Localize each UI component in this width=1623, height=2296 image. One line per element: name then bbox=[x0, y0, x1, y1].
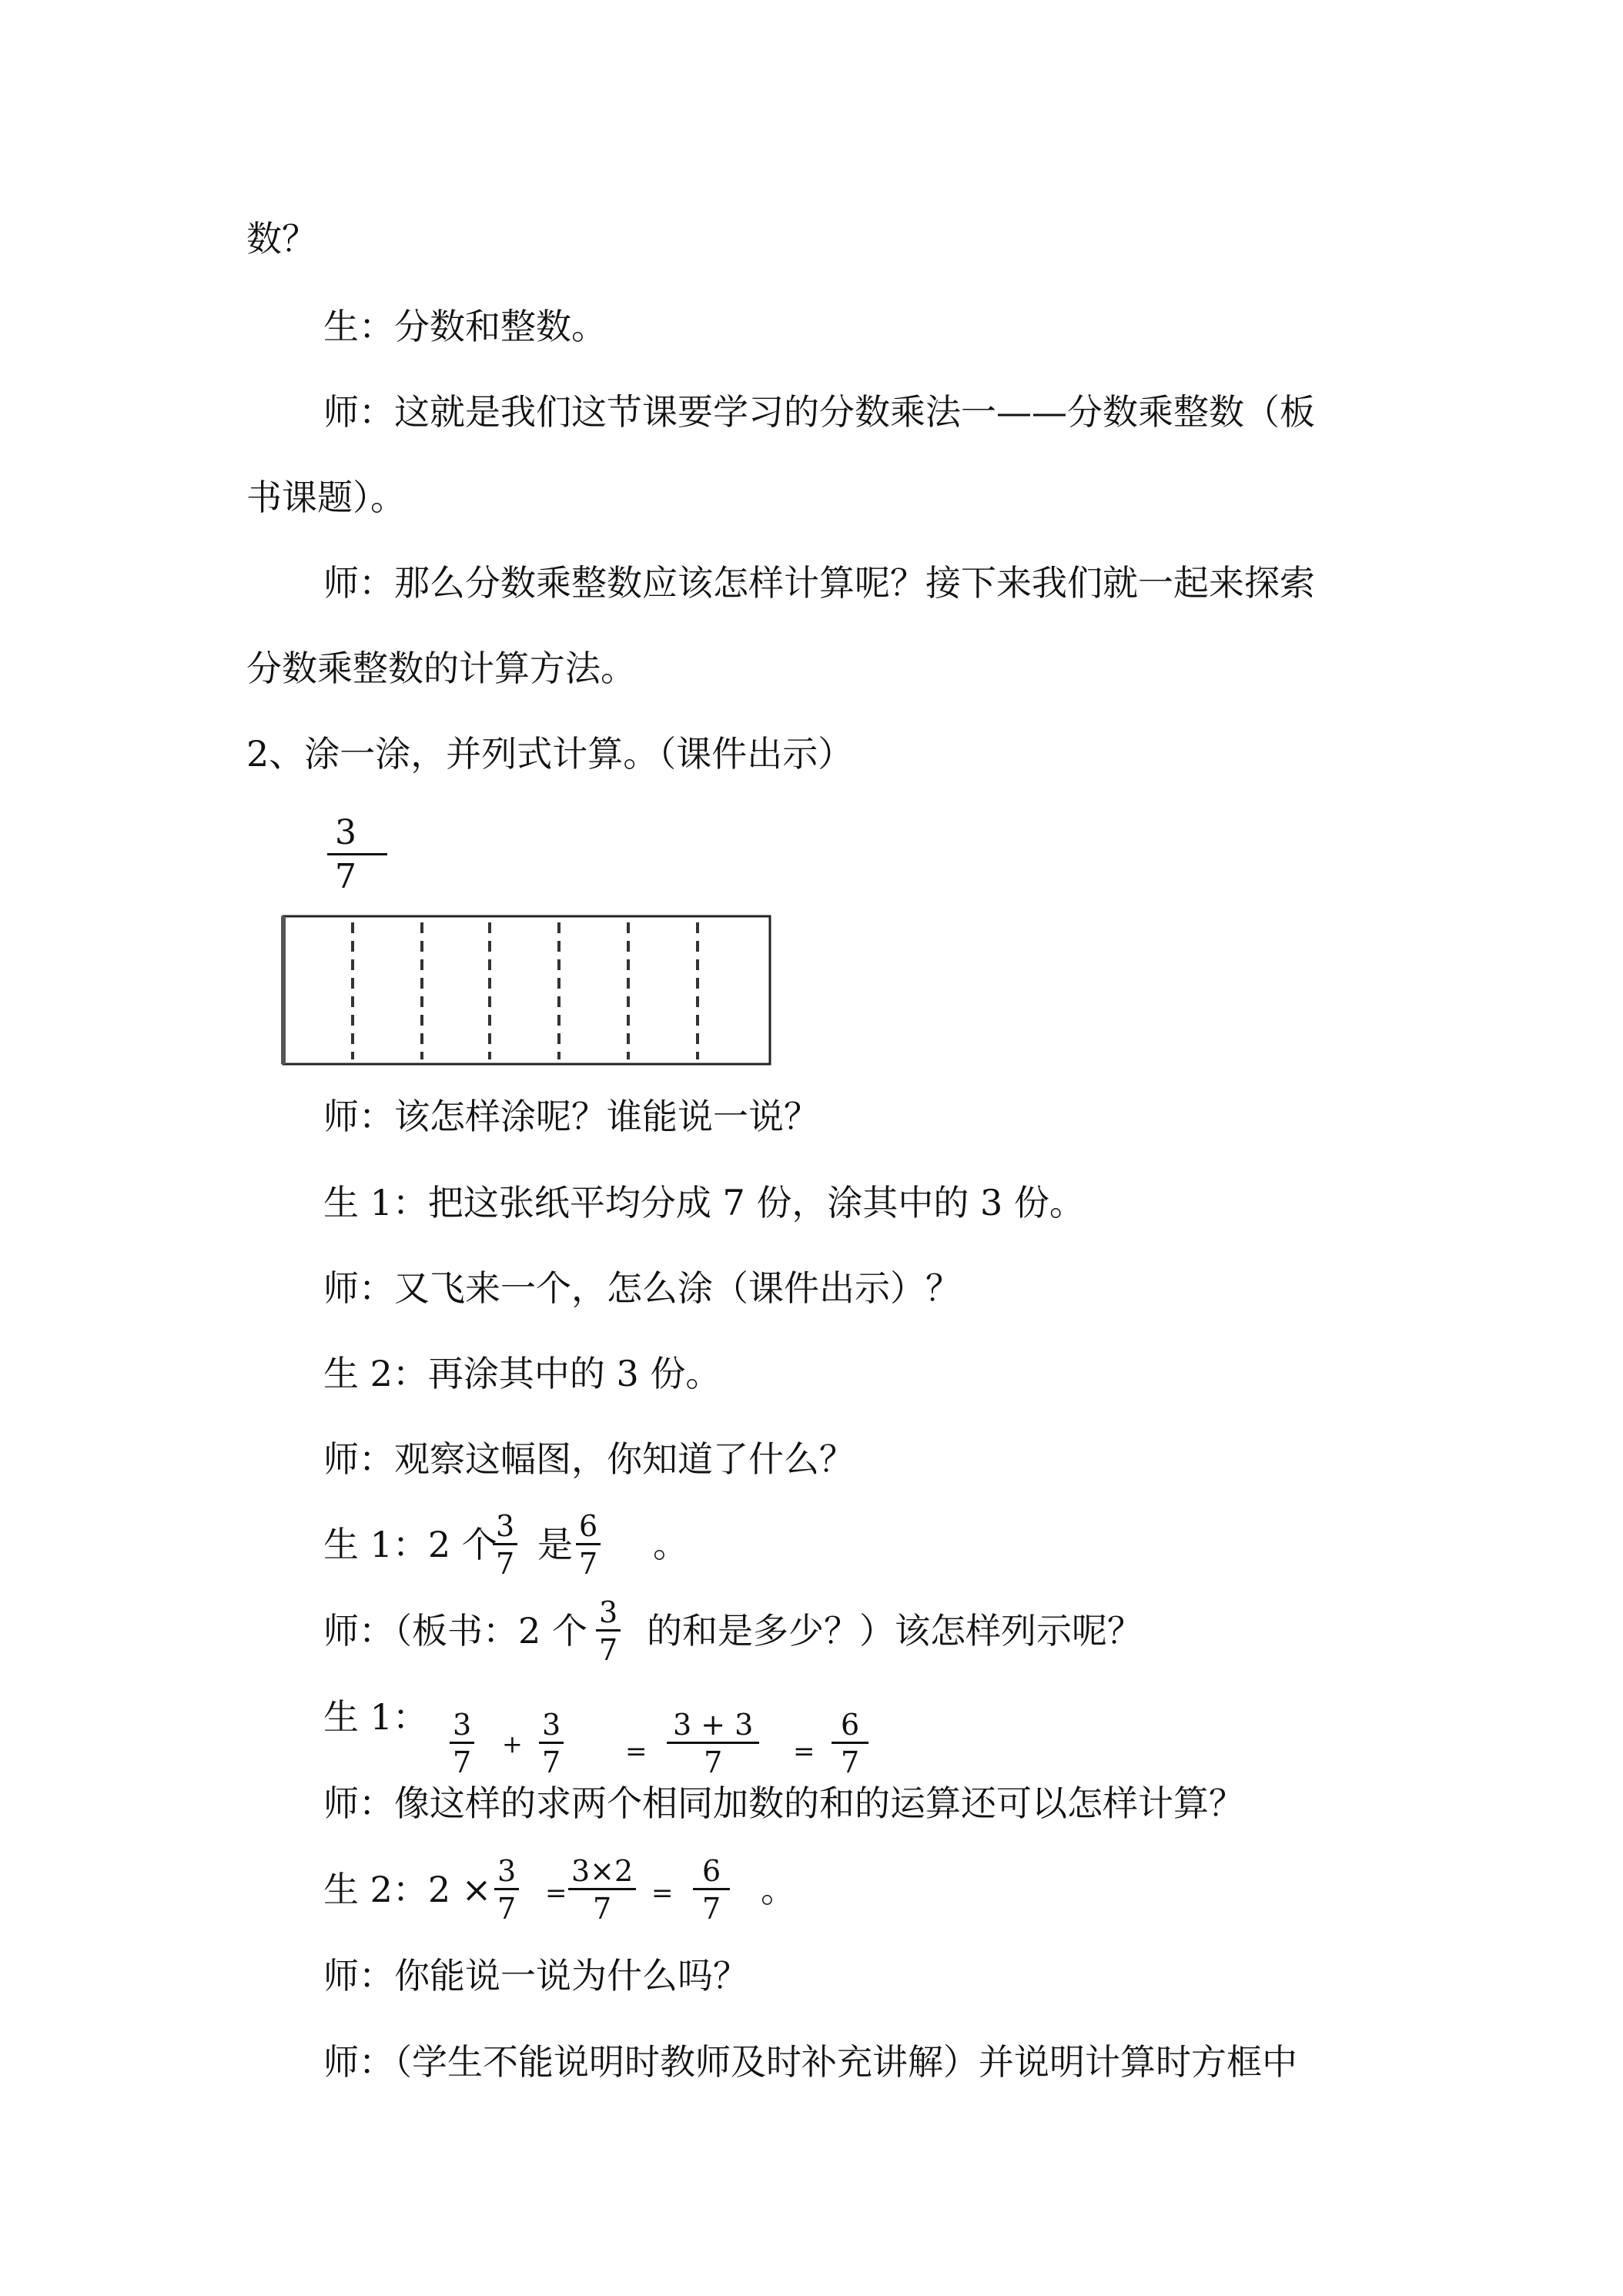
l14-prefix: 师：（板书：2 个 bbox=[323, 1610, 587, 1652]
eq3-fraction-a bbox=[494, 1856, 519, 1924]
eq2-fd-num: 6 bbox=[832, 1709, 868, 1744]
eq1-mid: 是 bbox=[537, 1524, 573, 1565]
l14-fraction bbox=[596, 1597, 621, 1665]
text-line: 师：观察这幅图，你知道了什么？ bbox=[323, 1438, 855, 1480]
eq2-fraction-a bbox=[450, 1709, 474, 1778]
eq3-fb-den: 7 bbox=[593, 1892, 612, 1926]
eq1-end: 。 bbox=[653, 1524, 688, 1565]
eq3-fa-num: 3 bbox=[494, 1856, 519, 1890]
eq2-fd-den: 7 bbox=[841, 1745, 860, 1779]
eq3-equals-2: = bbox=[651, 1878, 674, 1909]
text-line: 师：那么分数乘整数应该怎样计算呢？接下来我们就一起来探索 bbox=[323, 562, 1315, 604]
l14-frac-den: 7 bbox=[599, 1633, 618, 1667]
text-line: 师：（学生不能说明时教师及时补充讲解）并说明计算时方框中 bbox=[323, 2041, 1297, 2083]
eq3-fb-num: 3×2 bbox=[568, 1856, 636, 1890]
text-line: 师：该怎样涂呢？谁能说一说？ bbox=[323, 1096, 819, 1137]
eq1-fraction-b bbox=[576, 1511, 601, 1579]
eq2-equals-1: = bbox=[625, 1736, 648, 1767]
text-line: 2、涂一涂，并列式计算。（课件出示） bbox=[246, 733, 854, 775]
text-line: 书课题）。 bbox=[246, 477, 406, 518]
eq3-end: 。 bbox=[761, 1869, 796, 1910]
eq2-equals-2: = bbox=[793, 1736, 815, 1767]
eq2-fa-den: 7 bbox=[453, 1745, 472, 1779]
text-line: 生：分数和整数。 bbox=[323, 306, 607, 347]
eq2-fb-den: 7 bbox=[542, 1745, 561, 1779]
eq1-fb-den: 7 bbox=[579, 1547, 598, 1581]
text-line: 生 2：再涂其中的 3 份。 bbox=[323, 1353, 721, 1394]
eq3-fc-den: 7 bbox=[702, 1892, 721, 1926]
eq2-fc-num: 3 + 3 bbox=[667, 1709, 759, 1744]
eq2-fa-num: 3 bbox=[450, 1709, 474, 1744]
text-line: 生 1：把这张纸平均分成 7 份，涂其中的 3 份。 bbox=[323, 1182, 1085, 1223]
eq2-fraction-d bbox=[832, 1709, 868, 1778]
eq2-plus: + bbox=[502, 1729, 523, 1759]
eq2-fb-num: 3 bbox=[539, 1709, 564, 1744]
text-line: 分数乘整数的计算方法。 bbox=[246, 648, 636, 689]
eq1-prefix: 生 1：2 个 bbox=[323, 1524, 497, 1565]
eq2-fraction-c bbox=[667, 1709, 759, 1778]
text-line: 师：这就是我们这节课要学习的分数乘法一——分数乘整数（板 bbox=[323, 391, 1315, 433]
eq3-equals-1: = bbox=[545, 1878, 567, 1909]
text-line: 师：你能说一说为什么吗？ bbox=[323, 1955, 748, 1996]
text-line: 数？ bbox=[246, 218, 317, 259]
eq3-fraction-b bbox=[568, 1856, 636, 1924]
eq2-fraction-b bbox=[539, 1709, 564, 1778]
eq3-prefix: 生 2：2 × bbox=[323, 1869, 492, 1910]
l14-suffix: 的和是多少？）该怎样列示呢？ bbox=[647, 1610, 1143, 1652]
eq3-fa-den: 7 bbox=[497, 1892, 517, 1926]
l14-frac-num: 3 bbox=[596, 1597, 621, 1632]
eq1-fa-den: 7 bbox=[496, 1547, 515, 1581]
eq1-fb-num: 6 bbox=[576, 1511, 601, 1545]
eq2-prefix: 生 1： bbox=[323, 1696, 428, 1738]
eq3-fraction-c bbox=[693, 1856, 730, 1924]
eq2-fc-den: 7 bbox=[704, 1745, 723, 1779]
eq1-fa-num: 3 bbox=[493, 1511, 517, 1545]
diagram-fraction-num: 3 bbox=[327, 816, 387, 855]
diagram-fraction-den: 7 bbox=[335, 857, 356, 896]
eq1-fraction-a bbox=[493, 1511, 517, 1579]
text-line: 师：像这样的求两个相同加数的和的运算还可以怎样计算？ bbox=[323, 1782, 1244, 1824]
eq3-fc-num: 6 bbox=[693, 1856, 730, 1890]
text-line: 师：又飞来一个，怎么涂（课件出示）？ bbox=[323, 1267, 961, 1309]
